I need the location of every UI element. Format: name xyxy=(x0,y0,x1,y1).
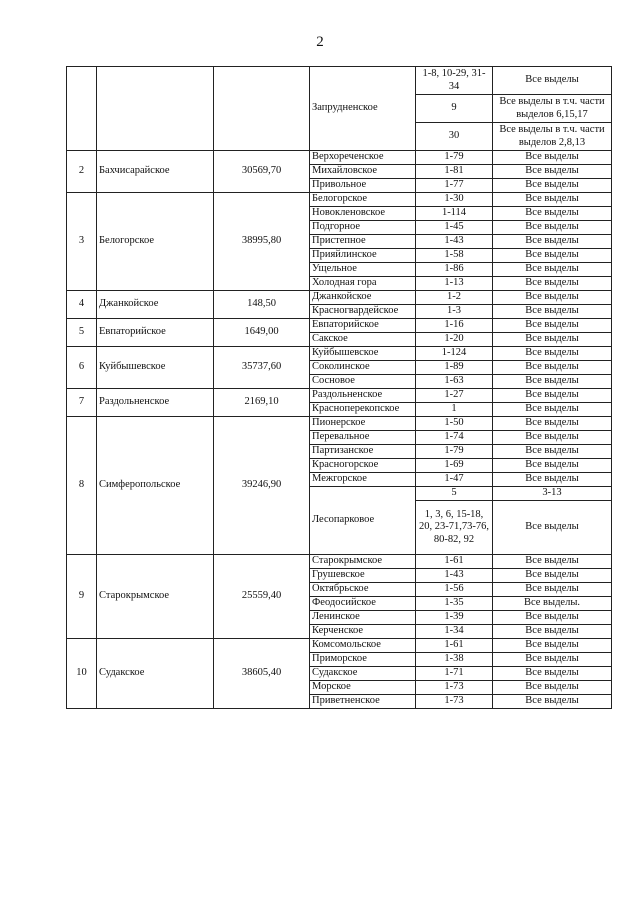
forestry-name: Соколинское xyxy=(310,361,416,375)
quarters-cell: 1-35 xyxy=(416,597,493,611)
quarters-cell: 1-34 xyxy=(416,625,493,639)
quarters-cell: 1-61 xyxy=(416,555,493,569)
table-row xyxy=(67,291,612,305)
forestry-name: Перевальное xyxy=(310,431,416,445)
district-name: Белогорское xyxy=(97,193,214,291)
district-area: 35737,60 xyxy=(214,347,310,389)
forestry-name: Ленинское xyxy=(310,611,416,625)
sections-cell: Все выделы xyxy=(493,431,612,445)
sections-cell: Все выделы xyxy=(493,445,612,459)
district-name: Старокрымское xyxy=(97,555,214,639)
quarters-cell: 1-20 xyxy=(416,333,493,347)
sections-cell: Все выделы xyxy=(493,667,612,681)
district-area: 39246,90 xyxy=(214,417,310,555)
forestry-name: Привольное xyxy=(310,179,416,193)
quarters-cell: 1-56 xyxy=(416,583,493,597)
quarters-cell: 1-13 xyxy=(416,277,493,291)
quarters-cell: 1-89 xyxy=(416,361,493,375)
district-area: 148,50 xyxy=(214,291,310,319)
district-area: 2169,10 xyxy=(214,389,310,417)
forestry-name: Красногорское xyxy=(310,459,416,473)
forestry-name: Красногвардейское xyxy=(310,305,416,319)
quarters-cell: 1-38 xyxy=(416,653,493,667)
forestry-table-body xyxy=(67,67,612,709)
district-name: Судакское xyxy=(97,639,214,709)
sections-cell: Все выделы xyxy=(493,555,612,569)
sections-cell: Все выделы xyxy=(493,333,612,347)
table-row xyxy=(67,417,612,431)
table-row xyxy=(67,555,612,569)
table-row xyxy=(67,347,612,361)
quarters-cell: 1-63 xyxy=(416,375,493,389)
table-row xyxy=(67,319,612,333)
district-name: Бахчисарайское xyxy=(97,151,214,193)
forestry-name: Феодосийское xyxy=(310,597,416,611)
forestry-name: Сосновое xyxy=(310,375,416,389)
sections-cell: Все выделы xyxy=(493,501,612,555)
forestry-name: Пионерское xyxy=(310,417,416,431)
sections-cell: Все выделы в т.ч. части выделов 2,8,13 xyxy=(493,123,612,151)
quarters-cell: 1-124 xyxy=(416,347,493,361)
forestry-name: Приветненское xyxy=(310,695,416,709)
forestry-name: Керченское xyxy=(310,625,416,639)
quarters-cell: 1-30 xyxy=(416,193,493,207)
forestry-name: Куйбышевское xyxy=(310,347,416,361)
forestry-name: Новокленовское xyxy=(310,207,416,221)
forestry-name: Ущельное xyxy=(310,263,416,277)
district-area: 1649,00 xyxy=(214,319,310,347)
quarters-cell: 1-79 xyxy=(416,151,493,165)
forestry-name: Холодная гора xyxy=(310,277,416,291)
quarters-cell: 1 xyxy=(416,403,493,417)
forestry-name: Михайловское xyxy=(310,165,416,179)
quarters-cell: 1-39 xyxy=(416,611,493,625)
quarters-cell: 1-74 xyxy=(416,431,493,445)
quarters-cell: 1, 3, 6, 15-18, 20, 23-71,73-76, 80-82, 92 xyxy=(416,501,493,555)
sections-cell: Все выделы xyxy=(493,221,612,235)
forestry-name: Октябрьское xyxy=(310,583,416,597)
forestry-name: Пристепное xyxy=(310,235,416,249)
district-name xyxy=(97,67,214,151)
sections-cell: Все выделы xyxy=(493,459,612,473)
forestry-table xyxy=(66,66,612,709)
sections-cell: Все выделы xyxy=(493,625,612,639)
district-name: Куйбышевское xyxy=(97,347,214,389)
sections-cell: Все выделы xyxy=(493,375,612,389)
table-row xyxy=(67,193,612,207)
sections-cell: Все выделы в т.ч. части выделов 6,15,17 xyxy=(493,95,612,123)
district-name: Евпаторийское xyxy=(97,319,214,347)
forestry-name: Джанкойское xyxy=(310,291,416,305)
forestry-name: Судакское xyxy=(310,667,416,681)
quarters-cell: 1-47 xyxy=(416,473,493,487)
forestry-name: Сакское xyxy=(310,333,416,347)
sections-cell: Все выделы xyxy=(493,291,612,305)
quarters-cell: 1-73 xyxy=(416,681,493,695)
district-number: 2 xyxy=(67,151,97,193)
sections-cell: Все выделы xyxy=(493,263,612,277)
sections-cell: Все выделы xyxy=(493,569,612,583)
forestry-name: Запрудненское xyxy=(310,67,416,151)
district-number: 3 xyxy=(67,193,97,291)
district-number: 5 xyxy=(67,319,97,347)
sections-cell: Все выделы xyxy=(493,305,612,319)
quarters-cell: 1-77 xyxy=(416,179,493,193)
sections-cell: Все выделы xyxy=(493,151,612,165)
page-number: 2 xyxy=(316,34,324,50)
sections-cell: Все выделы xyxy=(493,583,612,597)
sections-cell: Все выделы xyxy=(493,249,612,263)
forestry-name: Евпаторийское xyxy=(310,319,416,333)
sections-cell: Все выделы xyxy=(493,473,612,487)
sections-cell: Все выделы xyxy=(493,361,612,375)
sections-cell: Все выделы xyxy=(493,347,612,361)
district-number: 6 xyxy=(67,347,97,389)
district-area: 30569,70 xyxy=(214,151,310,193)
district-name: Симферопольское xyxy=(97,417,214,555)
forestry-name: Приморское xyxy=(310,653,416,667)
forestry-name: Белогорское xyxy=(310,193,416,207)
forestry-name: Прияйлинское xyxy=(310,249,416,263)
district-area xyxy=(214,67,310,151)
quarters-cell: 1-81 xyxy=(416,165,493,179)
forestry-name: Верхореченское xyxy=(310,151,416,165)
district-area: 25559,40 xyxy=(214,555,310,639)
quarters-cell: 1-43 xyxy=(416,235,493,249)
quarters-cell: 1-45 xyxy=(416,221,493,235)
quarters-cell: 1-43 xyxy=(416,569,493,583)
quarters-cell: 5 xyxy=(416,487,493,501)
forestry-name: Межгорское xyxy=(310,473,416,487)
sections-cell: Все выделы xyxy=(493,389,612,403)
table-row xyxy=(67,389,612,403)
forestry-name: Красноперекопское xyxy=(310,403,416,417)
district-area: 38605,40 xyxy=(214,639,310,709)
forestry-name: Подгорное xyxy=(310,221,416,235)
sections-cell: Все выделы xyxy=(493,403,612,417)
quarters-cell: 1-50 xyxy=(416,417,493,431)
district-name: Джанкойское xyxy=(97,291,214,319)
sections-cell: Все выделы xyxy=(493,207,612,221)
forestry-name: Партизанское xyxy=(310,445,416,459)
quarters-cell: 1-16 xyxy=(416,319,493,333)
district-name: Раздольненское xyxy=(97,389,214,417)
table-row xyxy=(67,151,612,165)
sections-cell: Все выделы xyxy=(493,165,612,179)
quarters-cell: 1-86 xyxy=(416,263,493,277)
sections-cell: Все выделы xyxy=(493,695,612,709)
district-number: 9 xyxy=(67,555,97,639)
quarters-cell: 1-8, 10-29, 31-34 xyxy=(416,67,493,95)
table-row xyxy=(67,67,612,95)
quarters-cell: 1-2 xyxy=(416,291,493,305)
quarters-cell: 1-71 xyxy=(416,667,493,681)
district-number: 7 xyxy=(67,389,97,417)
quarters-cell: 1-69 xyxy=(416,459,493,473)
sections-cell: Все выделы xyxy=(493,681,612,695)
sections-cell: Все выделы xyxy=(493,639,612,653)
quarters-cell: 9 xyxy=(416,95,493,123)
forestry-name: Грушевское xyxy=(310,569,416,583)
sections-cell: Все выделы xyxy=(493,653,612,667)
sections-cell: Все выделы xyxy=(493,179,612,193)
sections-cell: Все выделы xyxy=(493,611,612,625)
quarters-cell: 30 xyxy=(416,123,493,151)
sections-cell: Все выделы xyxy=(493,417,612,431)
quarters-cell: 1-27 xyxy=(416,389,493,403)
forestry-name: Лесопарковое xyxy=(310,487,416,555)
quarters-cell: 1-114 xyxy=(416,207,493,221)
sections-cell: Все выделы xyxy=(493,319,612,333)
district-number xyxy=(67,67,97,151)
forestry-name: Комсомольское xyxy=(310,639,416,653)
sections-cell: Все выделы xyxy=(493,193,612,207)
sections-cell: Все выделы xyxy=(493,235,612,249)
sections-cell: Все выделы xyxy=(493,67,612,95)
forestry-name: Старокрымское xyxy=(310,555,416,569)
forestry-name: Раздольненское xyxy=(310,389,416,403)
sections-cell: Все выделы. xyxy=(493,597,612,611)
quarters-cell: 1-58 xyxy=(416,249,493,263)
table-row xyxy=(67,639,612,653)
quarters-cell: 1-61 xyxy=(416,639,493,653)
forestry-name: Морское xyxy=(310,681,416,695)
district-number: 10 xyxy=(67,639,97,709)
sections-cell: 3-13 xyxy=(493,487,612,501)
quarters-cell: 1-73 xyxy=(416,695,493,709)
district-number: 8 xyxy=(67,417,97,555)
district-area: 38995,80 xyxy=(214,193,310,291)
sections-cell: Все выделы xyxy=(493,277,612,291)
quarters-cell: 1-79 xyxy=(416,445,493,459)
quarters-cell: 1-3 xyxy=(416,305,493,319)
district-number: 4 xyxy=(67,291,97,319)
